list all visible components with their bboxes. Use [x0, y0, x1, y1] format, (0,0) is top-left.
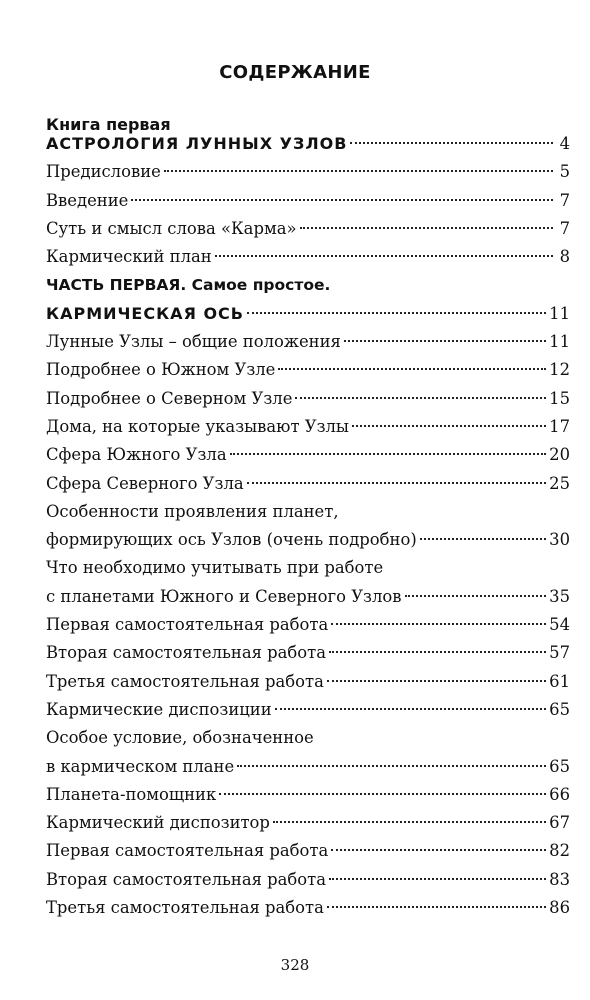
dot-leader	[352, 425, 546, 427]
dot-leader	[237, 765, 546, 767]
toc-entry-page: 61	[549, 671, 570, 691]
toc-entry	[46, 215, 570, 243]
toc-entry-page: 7	[559, 190, 570, 210]
toc-entry-title: Третья самостоятельная работа	[46, 898, 324, 918]
toc-entry-page: 25	[549, 473, 570, 493]
page-heading: СОДЕРЖАНИЕ	[219, 62, 371, 83]
dot-leader	[327, 906, 546, 908]
toc-entry	[46, 158, 570, 186]
toc-entry-page: 35	[549, 586, 570, 606]
dot-leader	[295, 397, 546, 399]
toc-entry	[46, 724, 570, 752]
dot-leader	[273, 821, 546, 823]
toc-entry	[46, 470, 570, 498]
dot-leader	[247, 312, 546, 314]
toc-entry-title: Подробнее о Северном Узле	[46, 388, 293, 408]
toc-entry	[46, 639, 570, 667]
dot-leader	[278, 368, 546, 370]
toc-entry	[46, 866, 570, 894]
toc-entry-page: 86	[549, 898, 570, 918]
toc-entry	[46, 611, 570, 639]
toc-entry-page: 83	[549, 869, 570, 889]
toc-entry-page: 7	[559, 218, 570, 238]
toc-entry-title: в кармическом плане	[46, 756, 235, 776]
toc-entry	[46, 356, 570, 384]
dot-leader	[219, 793, 546, 795]
toc-entry	[46, 130, 570, 158]
toc-entry-page: 17	[549, 416, 570, 436]
toc-entry-title: Сфера Южного Узла	[46, 445, 227, 465]
toc-entry-title: Кармические диспозиции	[46, 699, 272, 719]
toc-entry	[46, 271, 570, 299]
toc-entry-page: 30	[549, 530, 570, 550]
dot-leader	[230, 453, 547, 455]
toc-entry-page: 54	[549, 615, 570, 635]
toc-entry-page: 66	[549, 784, 570, 804]
toc-entry	[46, 781, 570, 809]
toc-entry-page: 11	[549, 332, 570, 352]
toc-entry-title: Суть и смысл слова «Карма»	[46, 218, 297, 238]
toc-entry-page: 11	[549, 303, 570, 323]
toc-entry-title: Планета-помощник	[46, 784, 217, 804]
toc-entry-title: Предисловие	[46, 162, 161, 182]
toc-entry	[46, 894, 570, 922]
toc-entry-title: Первая самостоятельная работа	[46, 615, 329, 635]
toc-entry-title: Первая самостоятельная работа	[46, 841, 329, 861]
dot-leader	[344, 340, 546, 342]
toc-entry-page: 12	[549, 360, 570, 380]
dot-leader	[131, 199, 553, 201]
toc-entry-title: Вторая самостоятельная работа	[46, 869, 327, 889]
toc-entry-title: Подробнее о Южном Узле	[46, 360, 276, 380]
toc-entry-page: 65	[549, 756, 570, 776]
toc-entry	[46, 385, 570, 413]
dot-leader	[327, 680, 546, 682]
dot-leader	[405, 595, 547, 597]
toc-entry-page: 5	[559, 162, 570, 182]
toc-entry-page: 57	[549, 643, 570, 663]
toc-entry	[46, 837, 570, 865]
toc-entry-page: 82	[549, 841, 570, 861]
page-number: 328	[280, 956, 310, 974]
book-label: Книга первая	[46, 115, 171, 134]
toc-entry	[46, 187, 570, 215]
toc-entry	[46, 441, 570, 469]
dot-leader	[215, 255, 553, 257]
toc-entry-title: Третья самостоятельная работа	[46, 671, 324, 691]
toc-entry	[46, 753, 570, 781]
toc-entry-title: АСТРОЛОГИЯ ЛУННЫХ УЗЛОВ	[46, 134, 348, 153]
toc-entry-title: Дома, на которые указывают Узлы	[46, 416, 349, 436]
dot-leader	[275, 708, 546, 710]
toc-entry	[46, 526, 570, 554]
toc-entry	[46, 583, 570, 611]
toc-entry	[46, 668, 570, 696]
toc-entry-page: 20	[549, 445, 570, 465]
toc-entry-page: 15	[549, 388, 570, 408]
toc-entry-title: Сфера Северного Узла	[46, 473, 244, 493]
dot-leader	[331, 623, 546, 625]
toc-entry-title: Кармический план	[46, 247, 212, 267]
toc-entry-title: КАРМИЧЕСКАЯ ОСЬ	[46, 303, 244, 323]
dot-leader	[420, 538, 546, 540]
toc-entry-title: с планетами Южного и Северного Узлов	[46, 586, 402, 606]
toc-entry	[46, 696, 570, 724]
toc-entry-title: Кармический диспозитор	[46, 813, 270, 833]
toc-entry	[46, 554, 570, 582]
toc-entry	[46, 413, 570, 441]
toc-entry-page: 8	[559, 247, 570, 267]
toc-entry	[46, 243, 570, 271]
dot-leader	[329, 878, 546, 880]
toc-entry-title: Вторая самостоятельная работа	[46, 643, 327, 663]
toc-entry-title: ЧАСТЬ ПЕРВАЯ. Самое простое.	[46, 276, 331, 295]
toc-entry	[46, 328, 570, 356]
toc-entry	[46, 498, 570, 526]
dot-leader	[350, 142, 553, 144]
toc-entry-title: Лунные Узлы – общие положения	[46, 332, 341, 352]
dot-leader	[331, 849, 546, 851]
toc-entry-title: формирующих ось Узлов (очень подробно)	[46, 530, 417, 550]
toc-entry-title: Что необходимо учитывать при работе	[46, 558, 384, 578]
dot-leader	[247, 482, 547, 484]
toc-entry-page: 4	[559, 134, 570, 153]
toc-entry-title: Особое условие, обозначенное	[46, 728, 314, 748]
toc-entry-page: 65	[549, 699, 570, 719]
toc-entry-title: Особенности проявления планет,	[46, 501, 339, 521]
table-of-contents	[46, 130, 570, 922]
toc-entry	[46, 809, 570, 837]
dot-leader	[164, 170, 553, 172]
dot-leader	[300, 227, 554, 229]
toc-entry-title: Введение	[46, 190, 129, 210]
toc-entry-page: 67	[549, 813, 570, 833]
dot-leader	[329, 651, 546, 653]
toc-entry	[46, 300, 570, 328]
